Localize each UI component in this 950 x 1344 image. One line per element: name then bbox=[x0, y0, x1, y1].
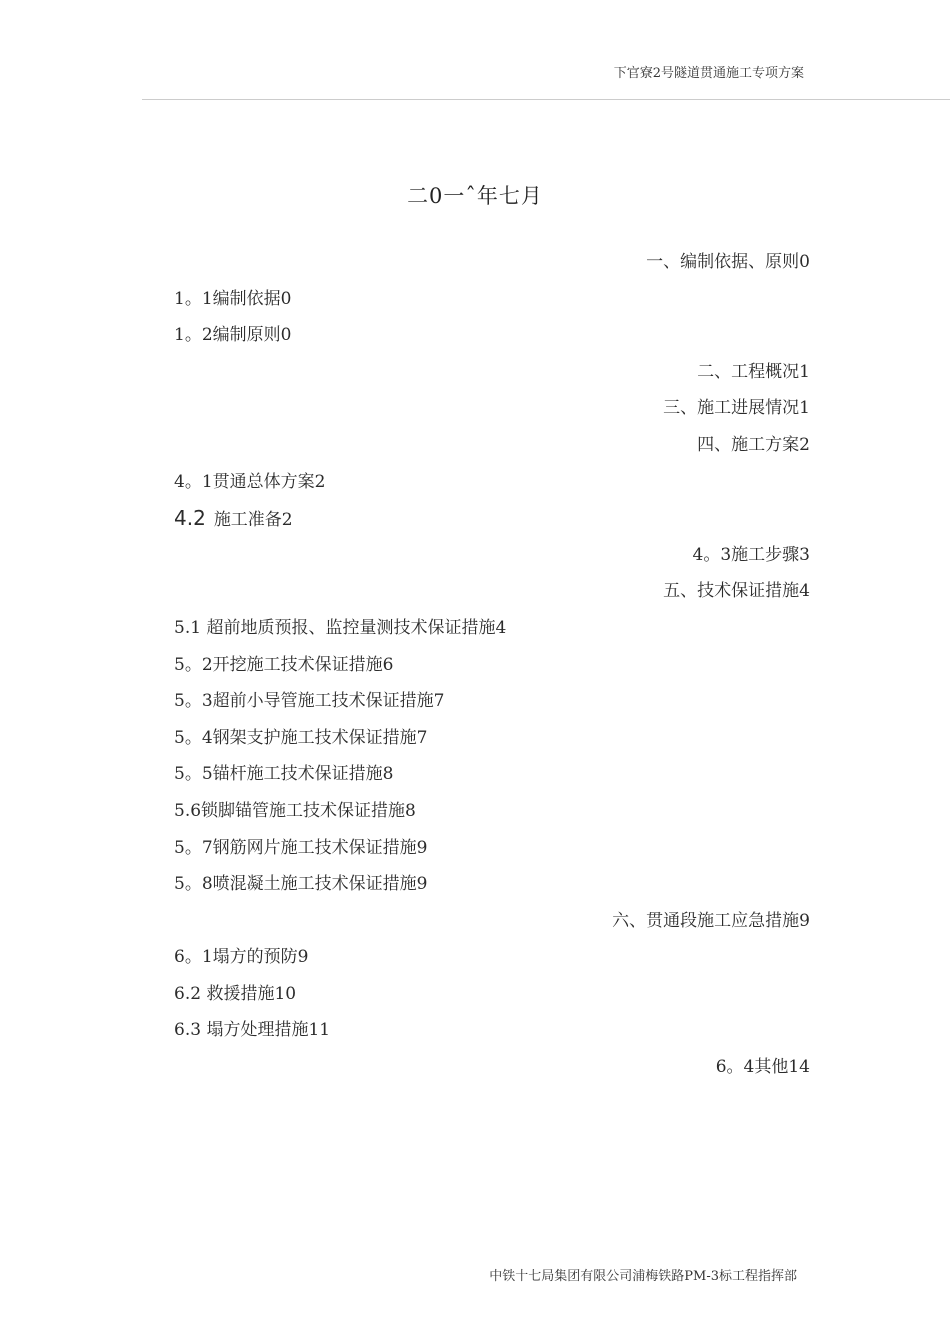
toc-entry-label: 5。7钢筋网片施工技术保证措施9 bbox=[174, 837, 428, 858]
toc-entry bbox=[174, 872, 810, 896]
toc-entry-label: 三、施工进展情况1 bbox=[663, 398, 810, 419]
toc-entry-label: 六、贯通段施工应急措施9 bbox=[612, 910, 810, 931]
toc-entry-label: 6.3 塌方处理措施11 bbox=[174, 1020, 331, 1041]
toc-entry bbox=[174, 653, 810, 677]
header-divider bbox=[142, 99, 950, 100]
toc-entry-label: 施工准备2 bbox=[213, 510, 293, 531]
toc-entry-number: 4.2 bbox=[174, 506, 206, 531]
toc-entry-label: 五、技术保证措施4 bbox=[663, 581, 810, 602]
toc-entry-label: 5.1 超前地质预报、监控量测技术保证措施4 bbox=[174, 617, 507, 638]
toc-entry-label: 6。4其他14 bbox=[715, 1057, 810, 1078]
header-title: 下官寮2号隧道贯通施工专项方案 bbox=[613, 66, 804, 81]
toc-entry bbox=[174, 689, 810, 713]
toc-entry-label: 一、编制依据、原则0 bbox=[646, 252, 810, 272]
toc-entry bbox=[174, 506, 810, 530]
toc-entry-label: 5.6锁脚锚管施工技术保证措施8 bbox=[174, 800, 416, 821]
toc-entry bbox=[174, 909, 810, 933]
toc-entry bbox=[174, 360, 810, 384]
toc-entry-label: 四、施工方案2 bbox=[697, 434, 810, 455]
toc-entry-label: 6.2 救援措施10 bbox=[174, 983, 297, 1004]
toc-entry bbox=[174, 470, 810, 494]
toc-entry bbox=[174, 799, 810, 823]
toc-entry-label: 二、工程概况1 bbox=[697, 361, 810, 382]
toc-entry bbox=[174, 543, 810, 567]
toc-entry bbox=[174, 323, 810, 347]
table-of-contents bbox=[174, 250, 810, 1092]
toc-entry bbox=[174, 982, 810, 1006]
toc-entry bbox=[174, 396, 810, 420]
toc-entry-label: 5。5锚杆施工技术保证措施8 bbox=[174, 764, 394, 785]
toc-entry-label: 5。2开挖施工技术保证措施6 bbox=[174, 654, 394, 675]
toc-entry-label: 5。3超前小导管施工技术保证措施7 bbox=[174, 691, 445, 712]
toc-entry bbox=[174, 287, 810, 311]
toc-entry-label: 4。1贯通总体方案2 bbox=[174, 471, 326, 492]
toc-entry-label: 1。1编制依据0 bbox=[174, 288, 292, 309]
toc-entry-label: 4。3施工步骤3 bbox=[692, 544, 810, 565]
toc-entry bbox=[174, 836, 810, 860]
toc-entry-label: 5。8喷混凝土施工技术保证措施9 bbox=[174, 874, 428, 895]
toc-entry bbox=[174, 433, 810, 457]
toc-entry bbox=[174, 1018, 810, 1042]
toc-entry bbox=[174, 250, 810, 274]
document-date: 二0一ˆ年七月 bbox=[407, 184, 543, 208]
toc-entry bbox=[174, 616, 810, 640]
toc-entry bbox=[174, 945, 810, 969]
toc-entry bbox=[174, 762, 810, 786]
toc-entry-label: 1。2编制原则0 bbox=[174, 325, 292, 346]
toc-entry bbox=[174, 726, 810, 750]
toc-entry bbox=[174, 1055, 810, 1079]
toc-entry bbox=[174, 579, 810, 603]
toc-entry-label: 5。4钢架支护施工技术保证措施7 bbox=[174, 727, 428, 748]
toc-entry-label: 6。1塌方的预防9 bbox=[174, 947, 309, 968]
footer-organization: 中铁十七局集团有限公司浦梅铁路PM-3标工程指挥部 bbox=[489, 1269, 797, 1284]
